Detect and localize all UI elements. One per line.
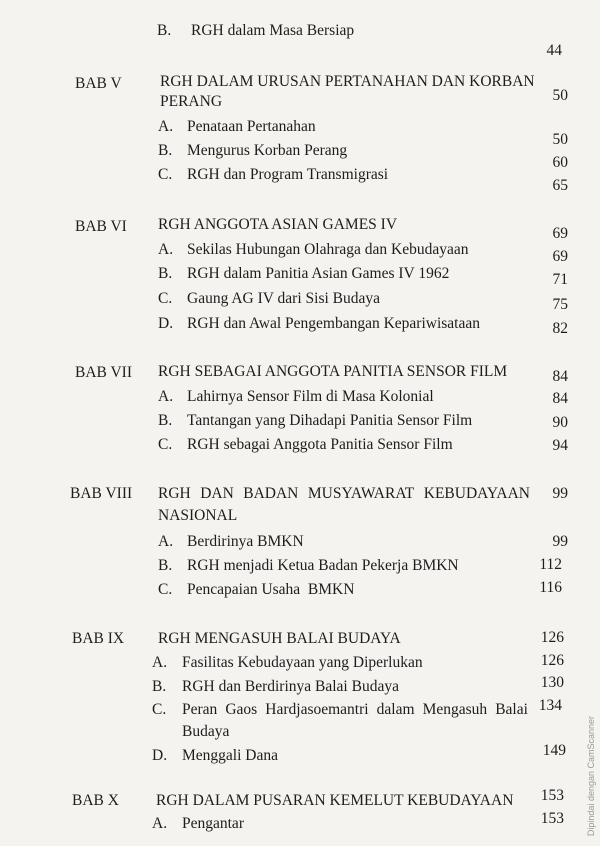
page-number: 90 (552, 414, 568, 431)
chapter-title: RGH DALAM URUSAN PERTANAHAN DAN KORBAN (160, 73, 535, 90)
section-title: RGH dan Awal Pengembangan Kepariwisataan (187, 315, 480, 332)
page-number: 134 (538, 697, 562, 714)
page-number: 99 (552, 485, 568, 502)
chapter-title-word: KEBUDAYAAN (423, 485, 530, 502)
section-title-word: Mengasuh (422, 701, 488, 718)
page-number: 153 (540, 810, 564, 827)
section-letter: C. (152, 701, 167, 718)
section-letter: C. (158, 581, 173, 598)
section-title-word: Hardjasoemantri (265, 701, 369, 718)
chapter-title-word: RGH (158, 485, 191, 502)
section-title-line2: Budaya (182, 723, 230, 740)
page-number: 44 (546, 42, 562, 59)
page-number: 50 (552, 87, 568, 104)
section-title-word: Gaos (225, 701, 258, 718)
chapter-title: RGH DALAM PUSARAN KEMELUT KEBUDAYAAN (156, 792, 514, 809)
section-letter: A. (152, 654, 168, 671)
section-title: Mengurus Korban Perang (187, 142, 348, 159)
page-number: 60 (552, 154, 568, 171)
section-letter: B. (152, 678, 167, 695)
section-letter: A. (158, 533, 174, 550)
section-title: RGH sebagai Anggota Panitia Sensor Film (187, 436, 453, 453)
scanner-watermark: Dipindai dengan CamScanner (586, 715, 596, 836)
chapter-title-word: BADAN (243, 485, 299, 502)
section-title: RGH dan Program Transmigrasi (187, 166, 389, 183)
section-letter: D. (158, 315, 174, 332)
chapter-label: BAB X (72, 792, 119, 809)
section-title: Pengantar (182, 815, 244, 832)
section-title-word: Balai (495, 701, 528, 718)
page-number: 84 (552, 368, 568, 385)
section-letter: B. (158, 412, 173, 429)
section-title: Penataan Pertanahan (187, 118, 316, 135)
chapter-title-line2: NASIONAL (158, 507, 238, 524)
section-letter: A. (152, 815, 168, 832)
page-number: 112 (539, 556, 562, 573)
section-letter: B. (158, 265, 173, 282)
section-title-word: dalam (376, 701, 415, 718)
chapter-label: BAB VII (75, 364, 132, 381)
page-number: 126 (540, 652, 564, 669)
section-title: Pencapaian Usaha BMKN (187, 581, 355, 598)
section-title: Berdirinya BMKN (187, 533, 304, 550)
page-number: 116 (539, 579, 562, 596)
section-letter: B. (157, 22, 172, 39)
chapter-title-word: DAN (200, 485, 234, 502)
section-title (182, 701, 528, 719)
section-title: Sekilas Hubungan Olahraga dan Kebudayaan (187, 241, 469, 258)
section-title: Menggali Dana (182, 747, 278, 764)
section-title: RGH menjadi Ketua Badan Pekerja BMKN (187, 557, 459, 574)
chapter-label: BAB V (75, 75, 122, 92)
chapter-label: BAB VI (75, 218, 127, 235)
section-letter: C. (158, 166, 173, 183)
page-number: 71 (552, 271, 568, 288)
page-number: 50 (552, 131, 568, 148)
page-number: 126 (540, 629, 564, 646)
section-letter: B. (158, 557, 173, 574)
chapter-label: BAB VIII (70, 485, 133, 502)
page-number: 69 (552, 225, 568, 242)
chapter-title: RGH MENGASUH BALAI BUDAYA (158, 630, 401, 647)
chapter-title (158, 485, 530, 503)
page-number: 75 (552, 296, 568, 313)
section-title: RGH dalam Panitia Asian Games IV 1962 (187, 265, 450, 282)
section-title: RGH dalam Masa Bersiap (191, 22, 355, 39)
section-letter: A. (158, 388, 174, 405)
section-letter: B. (158, 142, 173, 159)
page-number: 82 (552, 320, 568, 337)
page-number: 69 (552, 248, 568, 265)
section-letter: C. (158, 436, 173, 453)
page-number: 149 (542, 742, 566, 759)
section-letter: D. (152, 747, 168, 764)
section-title: Tantangan yang Dihadapi Panitia Sensor Film (187, 412, 473, 429)
chapter-title-word: MUSYAWARAT (307, 485, 415, 502)
section-letter: C. (158, 290, 173, 307)
page-number: 99 (552, 533, 568, 550)
section-title: RGH dan Berdirinya Balai Budaya (182, 678, 399, 695)
page-number: 153 (540, 787, 564, 804)
chapter-title: RGH SEBAGAI ANGGOTA PANITIA SENSOR FILM (158, 363, 508, 380)
chapter-title-line2: PERANG (160, 93, 223, 110)
section-title-word: Peran (182, 701, 218, 718)
page-number: 130 (540, 674, 564, 691)
section-title: Fasilitas Kebudayaan yang Diperlukan (182, 654, 423, 671)
chapter-title: RGH ANGGOTA ASIAN GAMES IV (158, 216, 398, 233)
section-title: Lahirnya Sensor Film di Masa Kolonial (187, 388, 434, 405)
page-number: 65 (552, 177, 568, 194)
page-number: 94 (552, 437, 568, 454)
section-title: Gaung AG IV dari Sisi Budaya (187, 290, 381, 307)
page-number: 84 (552, 390, 568, 407)
section-letter: A. (158, 241, 174, 258)
chapter-label: BAB IX (72, 630, 125, 647)
section-letter: A. (158, 118, 174, 135)
